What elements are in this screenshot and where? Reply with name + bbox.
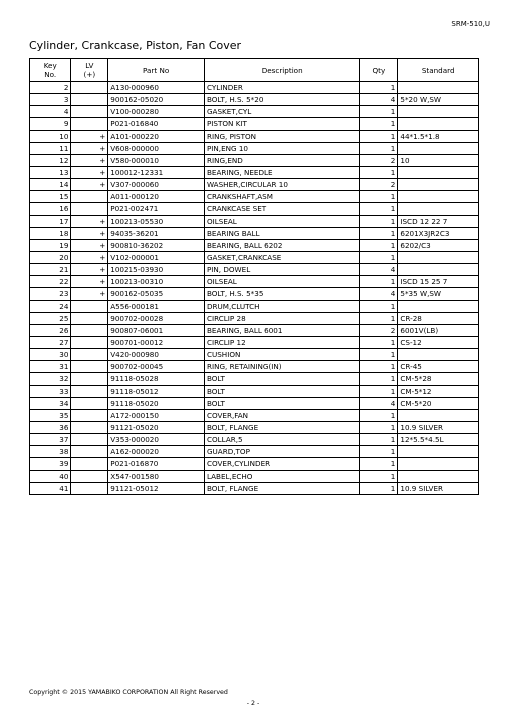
standard-cell <box>398 470 479 482</box>
key-cell: 41 <box>30 482 71 494</box>
qty-cell: 2 <box>360 179 398 191</box>
standard-cell: 6202/C3 <box>398 239 479 251</box>
qty-cell: 1 <box>360 227 398 239</box>
key-cell: 10 <box>30 130 71 142</box>
qty-cell: 1 <box>360 239 398 251</box>
description-cell: GASKET,CRANKCASE <box>204 251 359 263</box>
part-no-cell: 100213-00310 <box>108 276 205 288</box>
table-body <box>30 82 479 495</box>
description-cell: BOLT, H.S. 5*35 <box>204 288 359 300</box>
part-no-cell: A011-000120 <box>108 191 205 203</box>
page-number: - 2 - <box>246 700 260 707</box>
table-row <box>30 239 479 251</box>
description-cell: PIN, DOWEL <box>204 264 359 276</box>
lv-cell: + <box>71 264 108 276</box>
table-row <box>30 361 479 373</box>
table-row <box>30 373 479 385</box>
table-row <box>30 312 479 324</box>
standard-cell: ISCD 15 25 7 <box>398 276 479 288</box>
key-cell: 33 <box>30 385 71 397</box>
table-row <box>30 130 479 142</box>
standard-cell <box>398 179 479 191</box>
part-no-cell: P021-016840 <box>108 118 205 130</box>
part-no-cell: P021-016870 <box>108 458 205 470</box>
lv-cell <box>71 409 108 421</box>
part-no-cell: 94035-36201 <box>108 227 205 239</box>
lv-cell: + <box>71 251 108 263</box>
description-cell: RING, RETAINING(IN) <box>204 361 359 373</box>
standard-cell: 6001V(LB) <box>398 324 479 336</box>
standard-cell: CR-45 <box>398 361 479 373</box>
table-row <box>30 106 479 118</box>
key-cell: 39 <box>30 458 71 470</box>
standard-cell <box>398 142 479 154</box>
lv-cell <box>71 336 108 348</box>
part-no-cell: V608-000000 <box>108 142 205 154</box>
standard-cell: CM-5*12 <box>398 385 479 397</box>
table-row <box>30 94 479 106</box>
qty-cell: 1 <box>360 470 398 482</box>
key-cell: 36 <box>30 421 71 433</box>
table-row <box>30 300 479 312</box>
key-cell: 13 <box>30 166 71 178</box>
description-cell: OILSEAL <box>204 215 359 227</box>
description-cell: CYLINDER <box>204 82 359 94</box>
key-cell: 19 <box>30 239 71 251</box>
standard-cell: 10.9 SILVER <box>398 482 479 494</box>
qty-cell: 1 <box>360 276 398 288</box>
header-part-no: Part No <box>108 59 205 82</box>
qty-cell: 1 <box>360 409 398 421</box>
key-cell: 16 <box>30 203 71 215</box>
table-row <box>30 482 479 494</box>
part-no-cell: V580-000010 <box>108 154 205 166</box>
key-cell: 20 <box>30 251 71 263</box>
key-cell: 24 <box>30 300 71 312</box>
standard-cell <box>398 446 479 458</box>
qty-cell: 1 <box>360 203 398 215</box>
part-no-cell: V420-000980 <box>108 349 205 361</box>
description-cell: BOLT <box>204 397 359 409</box>
description-cell: RING, PISTON <box>204 130 359 142</box>
table-row <box>30 142 479 154</box>
key-cell: 21 <box>30 264 71 276</box>
lv-cell <box>71 191 108 203</box>
part-no-cell: A172-000150 <box>108 409 205 421</box>
table-row <box>30 276 479 288</box>
table-row <box>30 82 479 94</box>
description-cell: BEARING, BALL 6001 <box>204 324 359 336</box>
lv-cell <box>71 94 108 106</box>
qty-cell: 4 <box>360 397 398 409</box>
part-no-cell: X547-001580 <box>108 470 205 482</box>
standard-cell <box>398 349 479 361</box>
key-cell: 17 <box>30 215 71 227</box>
description-cell: CRANKSHAFT,ASM <box>204 191 359 203</box>
table-row <box>30 251 479 263</box>
description-cell: BOLT, FLANGE <box>204 482 359 494</box>
key-cell: 23 <box>30 288 71 300</box>
part-no-cell: 900162-05035 <box>108 288 205 300</box>
standard-cell <box>398 264 479 276</box>
part-no-cell: 900702-00028 <box>108 312 205 324</box>
table-row <box>30 349 479 361</box>
part-no-cell: 91118-05020 <box>108 397 205 409</box>
qty-cell: 4 <box>360 264 398 276</box>
key-cell: 32 <box>30 373 71 385</box>
lv-cell <box>71 434 108 446</box>
standard-cell <box>398 106 479 118</box>
standard-cell: 5*35 W,SW <box>398 288 479 300</box>
table-row <box>30 397 479 409</box>
standard-cell <box>398 300 479 312</box>
standard-cell: CM-5*28 <box>398 373 479 385</box>
lv-cell <box>71 361 108 373</box>
description-cell: BOLT <box>204 373 359 385</box>
lv-cell <box>71 324 108 336</box>
qty-cell: 2 <box>360 154 398 166</box>
lv-cell: + <box>71 288 108 300</box>
qty-cell: 2 <box>360 324 398 336</box>
model-number: SRM-510,U <box>451 20 490 28</box>
standard-cell <box>398 203 479 215</box>
part-no-cell: 100215-03930 <box>108 264 205 276</box>
description-cell: PISTON KIT <box>204 118 359 130</box>
table-row <box>30 191 479 203</box>
lv-cell <box>71 203 108 215</box>
table-row <box>30 385 479 397</box>
part-no-cell: A130-000960 <box>108 82 205 94</box>
table-row <box>30 203 479 215</box>
lv-cell <box>71 312 108 324</box>
key-cell: 26 <box>30 324 71 336</box>
qty-cell: 1 <box>360 166 398 178</box>
lv-cell <box>71 446 108 458</box>
key-cell: 4 <box>30 106 71 118</box>
header-description: Description <box>204 59 359 82</box>
description-cell: LABEL,ECHO <box>204 470 359 482</box>
standard-cell <box>398 166 479 178</box>
description-cell: GASKET,CYL <box>204 106 359 118</box>
lv-cell <box>71 385 108 397</box>
part-no-cell: V353-000020 <box>108 434 205 446</box>
part-no-cell: 900702-00045 <box>108 361 205 373</box>
description-cell: COVER,FAN <box>204 409 359 421</box>
description-cell: BOLT, H.S. 5*20 <box>204 94 359 106</box>
lv-cell <box>71 300 108 312</box>
parts-table <box>29 58 479 495</box>
standard-cell: 6201X3JR2C3 <box>398 227 479 239</box>
part-no-cell: 900810-36202 <box>108 239 205 251</box>
key-cell: 37 <box>30 434 71 446</box>
lv-cell: + <box>71 130 108 142</box>
lv-cell: + <box>71 227 108 239</box>
description-cell: WASHER,CIRCULAR 10 <box>204 179 359 191</box>
description-cell: PIN,ENG 10 <box>204 142 359 154</box>
table-row <box>30 264 479 276</box>
lv-cell <box>71 373 108 385</box>
part-no-cell: A162-000020 <box>108 446 205 458</box>
description-cell: CRANKCASE SET <box>204 203 359 215</box>
standard-cell: 44*1.5*1.8 <box>398 130 479 142</box>
part-no-cell: 100012-12331 <box>108 166 205 178</box>
lv-cell <box>71 470 108 482</box>
qty-cell: 1 <box>360 446 398 458</box>
description-cell: BOLT <box>204 385 359 397</box>
description-cell: DRUM,CLUTCH <box>204 300 359 312</box>
key-cell: 12 <box>30 154 71 166</box>
description-cell: COLLAR,5 <box>204 434 359 446</box>
table-row <box>30 166 479 178</box>
key-cell: 25 <box>30 312 71 324</box>
part-no-cell: 91118-05028 <box>108 373 205 385</box>
header-key-no: Key No. <box>30 59 71 82</box>
qty-cell: 1 <box>360 373 398 385</box>
description-cell: BEARING, NEEDLE <box>204 166 359 178</box>
standard-cell <box>398 251 479 263</box>
part-no-cell: 91121-05012 <box>108 482 205 494</box>
part-no-cell: 900807-06001 <box>108 324 205 336</box>
lv-cell: + <box>71 142 108 154</box>
key-cell: 27 <box>30 336 71 348</box>
lv-cell: + <box>71 179 108 191</box>
lv-cell: + <box>71 154 108 166</box>
qty-cell: 1 <box>360 130 398 142</box>
table-row <box>30 409 479 421</box>
key-cell: 40 <box>30 470 71 482</box>
table-row <box>30 324 479 336</box>
qty-cell: 1 <box>360 106 398 118</box>
standard-cell <box>398 409 479 421</box>
description-cell: OILSEAL <box>204 276 359 288</box>
part-no-cell: 91121-05020 <box>108 421 205 433</box>
table-row <box>30 179 479 191</box>
lv-cell <box>71 482 108 494</box>
lv-cell: + <box>71 215 108 227</box>
part-no-cell: V307-000060 <box>108 179 205 191</box>
lv-cell: + <box>71 276 108 288</box>
qty-cell: 1 <box>360 434 398 446</box>
part-no-cell: A556-000181 <box>108 300 205 312</box>
description-cell: BEARING, BALL 6202 <box>204 239 359 251</box>
standard-cell <box>398 191 479 203</box>
part-no-cell: 900701-00012 <box>108 336 205 348</box>
standard-cell: CM-5*20 <box>398 397 479 409</box>
key-cell: 15 <box>30 191 71 203</box>
table-row <box>30 470 479 482</box>
qty-cell: 1 <box>360 191 398 203</box>
standard-cell: ISCD 12 22 7 <box>398 215 479 227</box>
key-cell: 3 <box>30 94 71 106</box>
table-row <box>30 421 479 433</box>
standard-cell: 10.9 SILVER <box>398 421 479 433</box>
standard-cell: 12*5.5*4.5L <box>398 434 479 446</box>
qty-cell: 4 <box>360 288 398 300</box>
table-row <box>30 336 479 348</box>
standard-cell <box>398 458 479 470</box>
key-cell: 34 <box>30 397 71 409</box>
qty-cell: 1 <box>360 458 398 470</box>
lv-cell <box>71 106 108 118</box>
key-cell: 2 <box>30 82 71 94</box>
table-header <box>30 59 479 82</box>
header-standard: Standard <box>398 59 479 82</box>
qty-cell: 1 <box>360 300 398 312</box>
key-cell: 38 <box>30 446 71 458</box>
table-row <box>30 288 479 300</box>
lv-cell <box>71 118 108 130</box>
lv-cell <box>71 82 108 94</box>
lv-cell <box>71 421 108 433</box>
description-cell: BEARING BALL <box>204 227 359 239</box>
qty-cell: 1 <box>360 361 398 373</box>
description-cell: RING,END <box>204 154 359 166</box>
table-row <box>30 446 479 458</box>
key-cell: 35 <box>30 409 71 421</box>
part-no-cell: 91118-05012 <box>108 385 205 397</box>
table-row <box>30 118 479 130</box>
description-cell: GUARD,TOP <box>204 446 359 458</box>
key-cell: 30 <box>30 349 71 361</box>
part-no-cell: P021-002471 <box>108 203 205 215</box>
key-cell: 22 <box>30 276 71 288</box>
standard-cell: CR-28 <box>398 312 479 324</box>
description-cell: CIRCLIP 12 <box>204 336 359 348</box>
table-row <box>30 154 479 166</box>
page-title: Cylinder, Crankcase, Piston, Fan Cover <box>29 39 242 52</box>
standard-cell: 5*20 W,SW <box>398 94 479 106</box>
copyright-text: Copyright © 2015 YAMABIKO CORPORATION All Right Reserved <box>29 689 228 696</box>
header-lv: LV (+) <box>71 59 108 82</box>
key-cell: 9 <box>30 118 71 130</box>
description-cell: CIRCLIP 28 <box>204 312 359 324</box>
table-row <box>30 227 479 239</box>
description-cell: BOLT, FLANGE <box>204 421 359 433</box>
qty-cell: 1 <box>360 336 398 348</box>
part-no-cell: A101-000220 <box>108 130 205 142</box>
description-cell: COVER,CYLINDER <box>204 458 359 470</box>
part-no-cell: V102-000001 <box>108 251 205 263</box>
qty-cell: 1 <box>360 82 398 94</box>
qty-cell: 1 <box>360 118 398 130</box>
qty-cell: 1 <box>360 142 398 154</box>
qty-cell: 1 <box>360 251 398 263</box>
qty-cell: 4 <box>360 94 398 106</box>
table-row <box>30 458 479 470</box>
description-cell: CUSHION <box>204 349 359 361</box>
qty-cell: 1 <box>360 349 398 361</box>
qty-cell: 1 <box>360 482 398 494</box>
lv-cell: + <box>71 166 108 178</box>
lv-cell <box>71 397 108 409</box>
qty-cell: 1 <box>360 312 398 324</box>
key-cell: 18 <box>30 227 71 239</box>
standard-cell <box>398 118 479 130</box>
table-row <box>30 215 479 227</box>
table-row <box>30 434 479 446</box>
lv-cell: + <box>71 239 108 251</box>
key-cell: 11 <box>30 142 71 154</box>
qty-cell: 1 <box>360 215 398 227</box>
qty-cell: 1 <box>360 385 398 397</box>
qty-cell: 1 <box>360 421 398 433</box>
standard-cell: CS-12 <box>398 336 479 348</box>
lv-cell <box>71 349 108 361</box>
standard-cell: 10 <box>398 154 479 166</box>
standard-cell <box>398 82 479 94</box>
part-no-cell: V100-000280 <box>108 106 205 118</box>
key-cell: 14 <box>30 179 71 191</box>
lv-cell <box>71 458 108 470</box>
part-no-cell: 100213-05530 <box>108 215 205 227</box>
part-no-cell: 900162-05020 <box>108 94 205 106</box>
header-qty: Qty <box>360 59 398 82</box>
key-cell: 31 <box>30 361 71 373</box>
